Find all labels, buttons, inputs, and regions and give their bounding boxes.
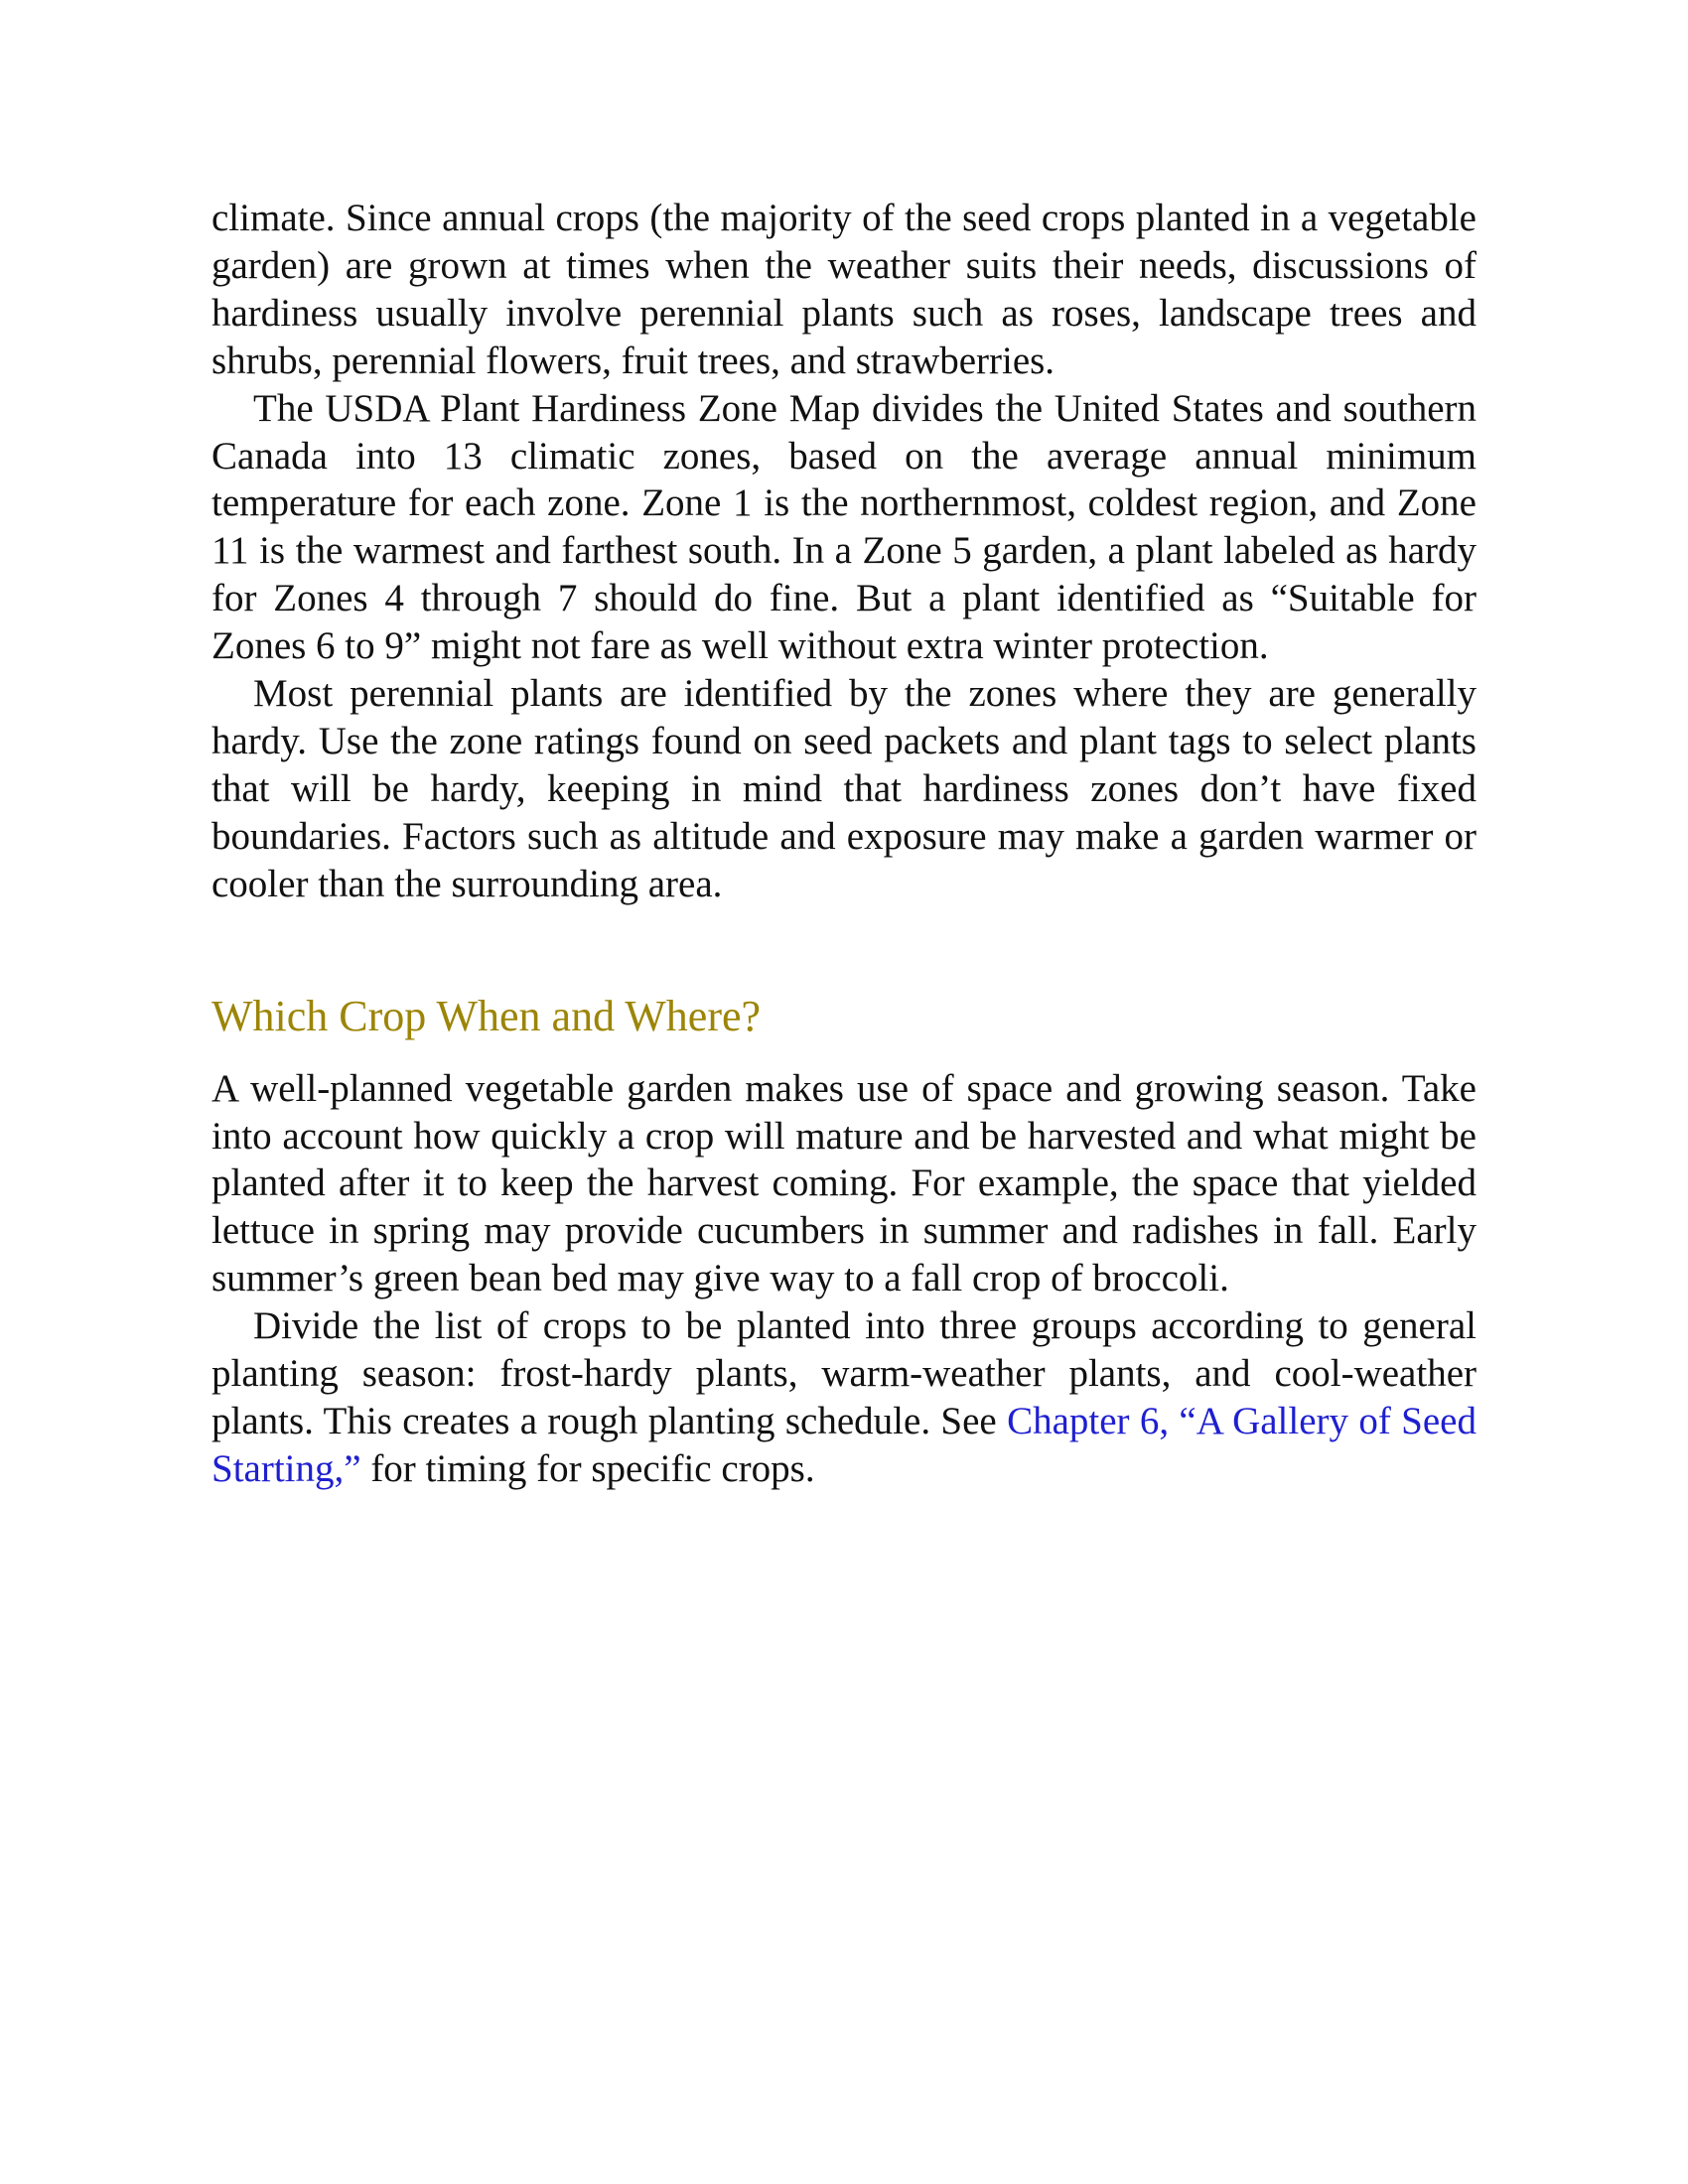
- body-paragraph-usda-zone-map: The USDA Plant Hardiness Zone Map divides the United States and southern Canada into 13 climatic zones, based on the average annual minimum temperature for each zone. Zone 1 is the northernmost, coldest region, and Zone 11 is the warmest and farthest south. In a Zone 5 garden, a plant labeled as hardy for Zones 4 through 7 should do fine. But a plant identified as “Suitable for Zones 6 to 9” might not fare as well without extra winter protection.: [211, 386, 1477, 668]
- body-paragraph-zone-ratings: Most perennial plants are identified by the zones where they are generally hardy. Use the zone ratings found on seed packets and plant tags to select plants that will be hardy, keeping in mind that hardiness zones don’t have fixed boundaries. Factors such as altitude and exposure may make a garden warmer or cooler than the surrounding area.: [211, 672, 1477, 905]
- body-paragraph-climate: climate. Since annual crops (the majority of the seed crops planted in a vegetable garden) are grown at times when the weather suits their needs, discussions of hardiness usually involve perennial plants such as roses, landscape trees and shrubs, perennial flowers, fruit trees, and strawberries.: [211, 197, 1477, 382]
- page-body: [211, 195, 1477, 1493]
- section-heading: Which Crop When and Where?: [211, 991, 762, 1040]
- body-paragraph-planting-season: [211, 1302, 1477, 1493]
- chapter-6-link[interactable]: Chapter 6, “A Gallery of Seed Starting,”: [211, 1399, 1477, 1490]
- paragraph-text-before-link: Divide the list of crops to be planted into three groups according to general planting season: frost-hardy plants, warm-weather plants, and cool-weather plants. This creates a rough planting schedule. See: [211, 1304, 1477, 1442]
- body-paragraph-garden-planning: A well-planned vegetable garden makes use of space and growing season. Take into account how quickly a crop will mature and be harvested and what might be planted after it to keep the harvest coming. For example, the space that yielded lettuce in spring may provide cucumbers in summer and radishes in fall. Early summer’s green bean bed may give way to a fall crop of broccoli.: [211, 1066, 1477, 1300]
- paragraph-text-after-link: for timing for specific crops.: [360, 1446, 815, 1490]
